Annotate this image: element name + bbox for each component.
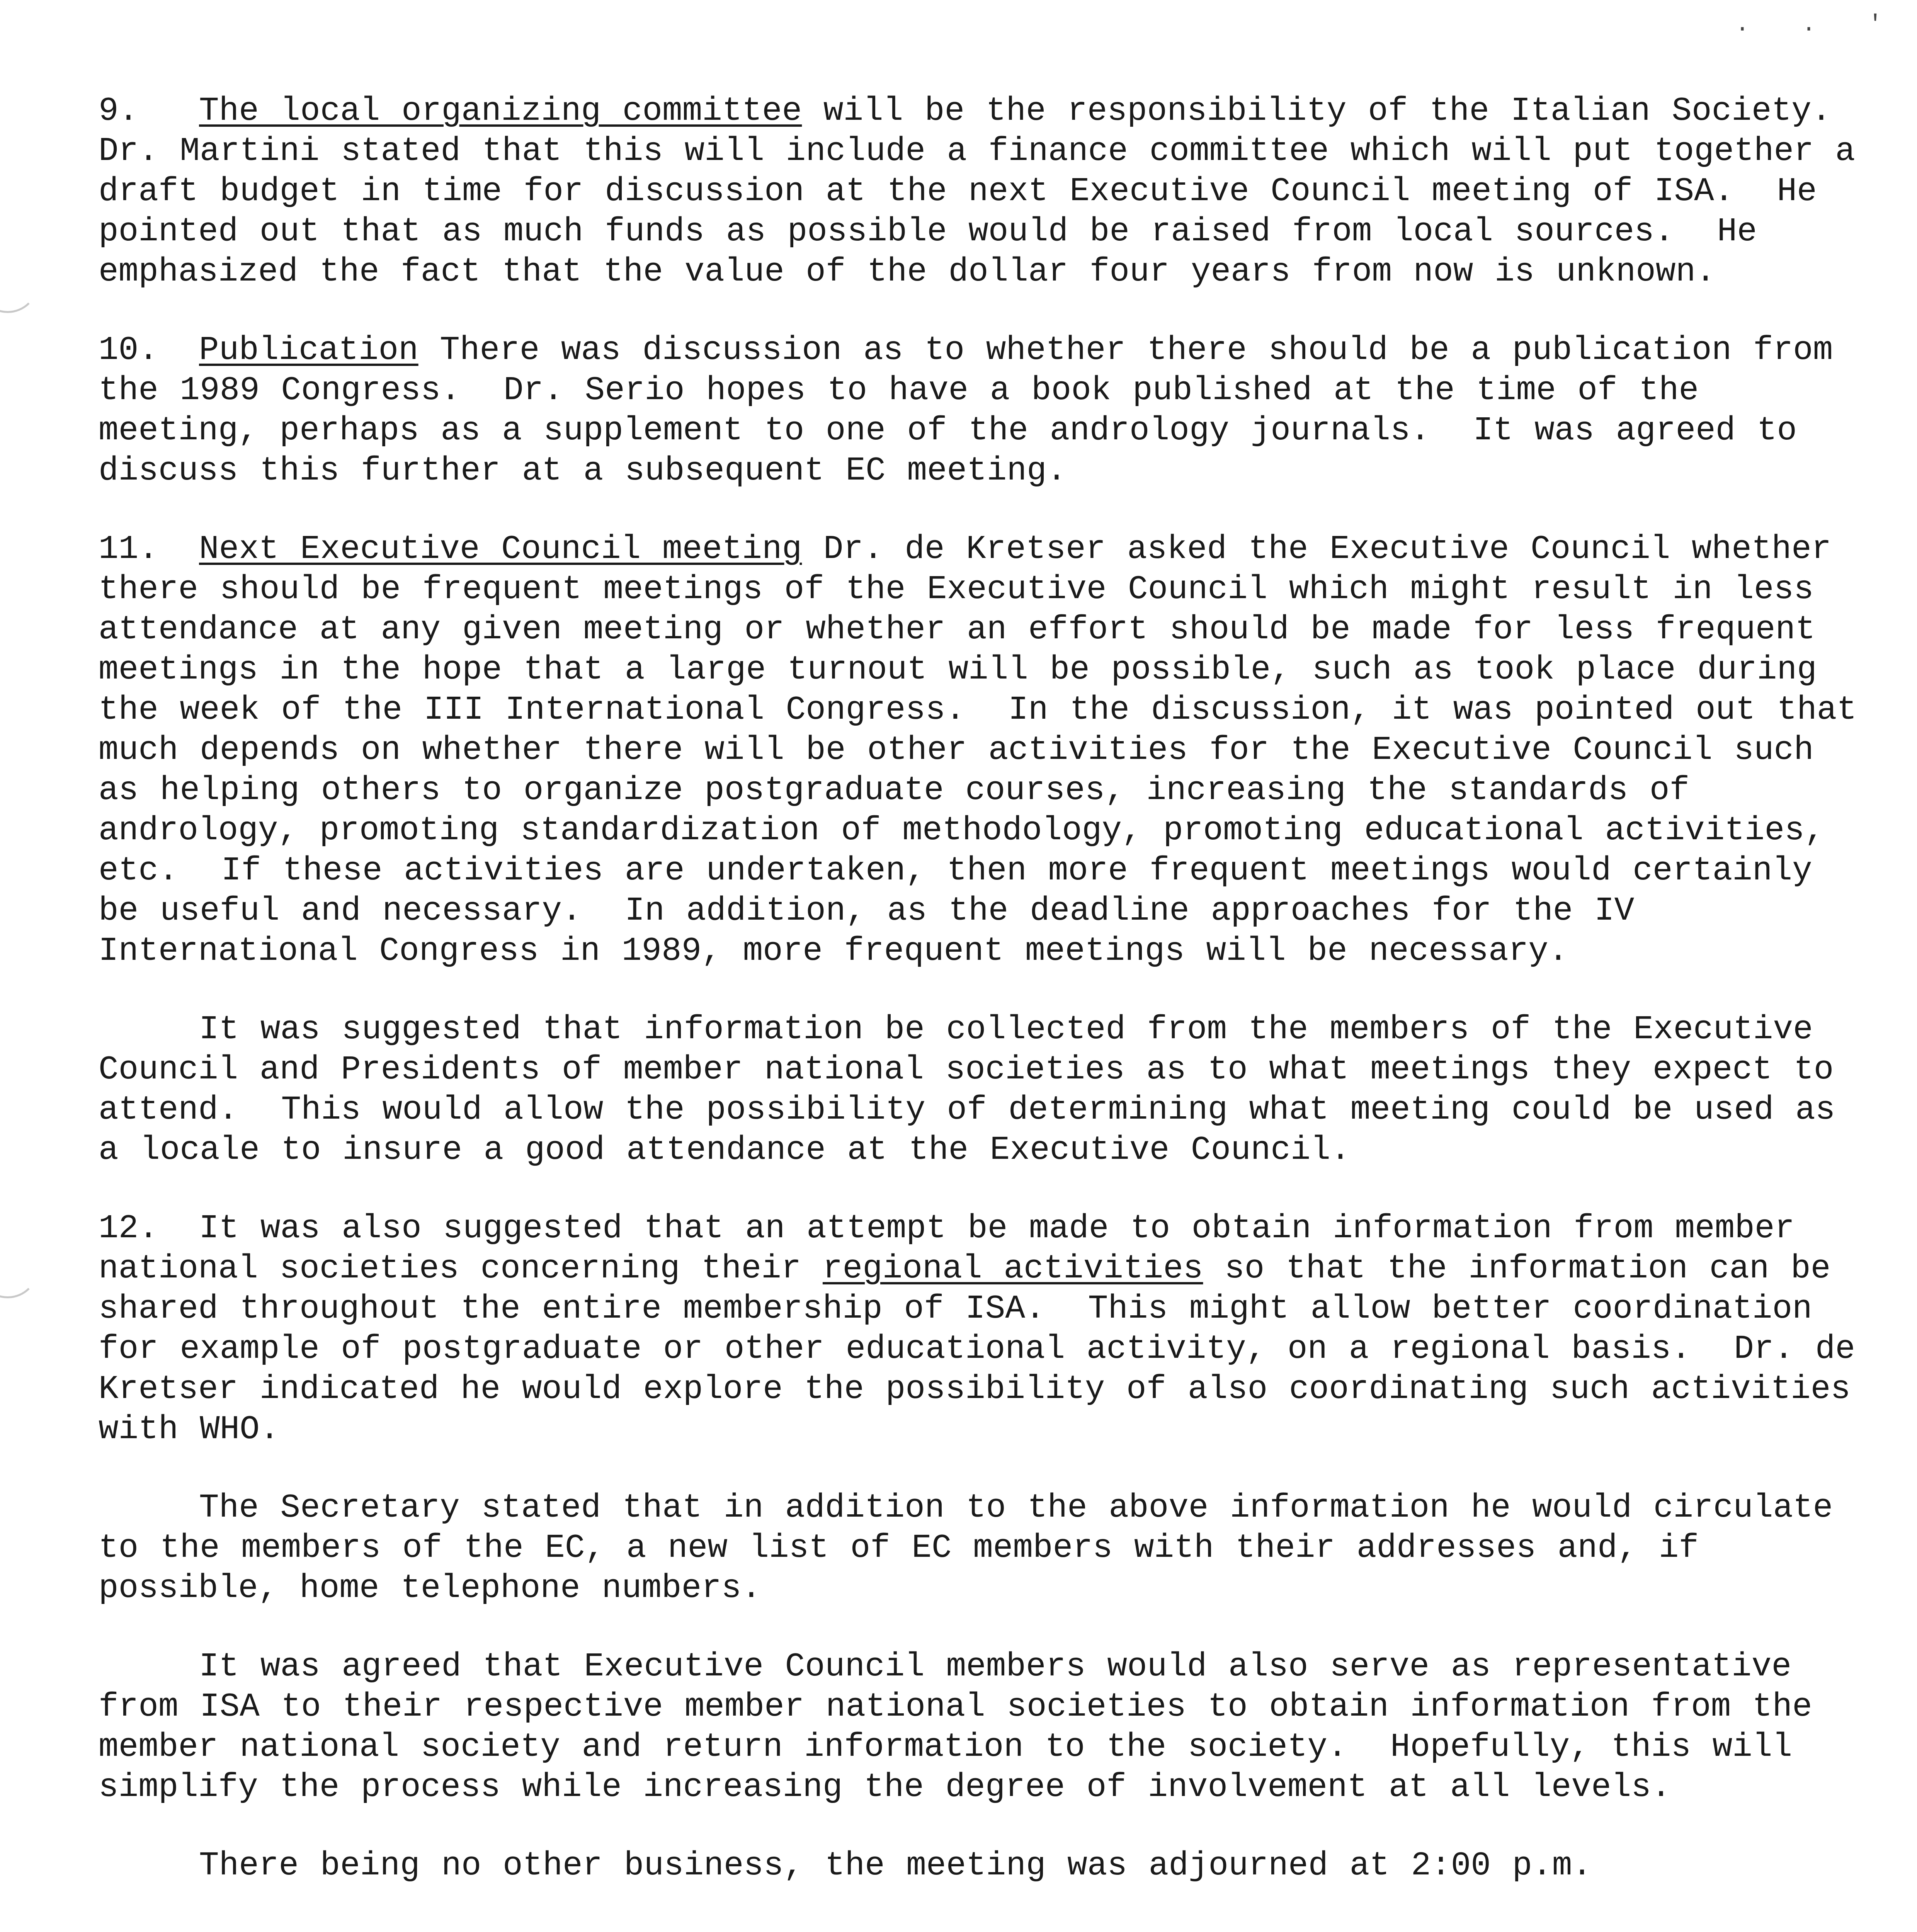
- item-heading: Next Executive Council meeting: [199, 530, 802, 568]
- item-heading: The local organizing committee: [199, 92, 802, 130]
- paragraph-representatives: [99, 1646, 1861, 1807]
- item-12: [99, 1208, 1877, 1449]
- item-number: 10.: [99, 331, 158, 369]
- paragraph-text: The Secretary stated that in addition to the above information he would circulate to the members of the EC, a new list of EC members with their addresses and, if possible, home telephone numbers.: [99, 1489, 1854, 1607]
- paragraph-adjourned: [99, 1845, 1861, 1886]
- paragraph-text: It was suggested that information be collected from the members of the Executive Council and Presidents of member national societies as to what meetings they expect to attend. This would allow the possibility of determining what meeting could be used as a locale to insure a good attendance at the Executive Council.: [99, 1010, 1857, 1169]
- item-text: There was discussion as to whether there should be a publication from the 1989 Congress. Dr. Serio hopes to have a book published at the time of the meeting, perhaps as a supplement to one of the andrology journals. It was agreed to discuss this further at a subsequent EC meeting.: [99, 331, 1854, 490]
- paragraph-secretary: [99, 1488, 1861, 1608]
- paragraph-suggestion: [99, 1009, 1861, 1170]
- item-10: [99, 330, 1861, 491]
- underlined-phrase: regional activities: [822, 1250, 1203, 1287]
- punch-hole-top: [0, 251, 39, 313]
- item-number: 12.: [99, 1209, 158, 1247]
- paragraph-text: It was agreed that Executive Council members would also serve as representative from ISA to their respective member national societies to obtain information from the member national society and return information to the society. Hopefully, this will simplify the process while increasing the degree of involvement at all levels.: [99, 1648, 1834, 1806]
- item-11: [99, 529, 1878, 971]
- signature-block: [816, 1917, 1275, 1932]
- item-heading: Publication: [199, 331, 418, 369]
- item-text: will be the responsibility of the Italian Society. Dr. Martini stated that this will include a finance committee which will put together a draft budget in time for discussion at the next Executive Council meeting of ISA. He pointed out that as much funds as possible would be raised from local sources. He emphasized the fact that the value of the dollar four years from now is unknown.: [99, 92, 1877, 291]
- memo-body: [99, 91, 1878, 1924]
- item-text: Dr. de Kretser asked the Executive Council whether there should be frequent meetings of the Executive Council which might result in less attendance at any given meeting or whether an effort should be made for less frequent meetings in the hope that a large turnout will be possible, such as took place during the week of the III International Congress. In the discussion, it was pointed out that much depends on whether there will be other activities for the Executive Council such as helping others to organize postgraduate courses, increasing the standards of andrology, promoting standardization of methodology, promoting educational activities, etc. If these activities are undertaken, then more frequent meetings would certainly be useful and necessary. In addition, as the deadline approaches for the IV International Congress in 1989, more frequent meetings will be necessary.: [99, 530, 1878, 970]
- item-number: 9.: [99, 92, 139, 130]
- item-9: [99, 91, 1877, 292]
- punch-hole-middle: [0, 1236, 39, 1298]
- item-text: It was also suggested that an attempt be made to obtain information from member national societies concerning their regional activities so that the information can be shared throughout the entire membership of ISA. This might allow better coordination for example of postgraduate or other educational activity, on a regional basis. Dr. de Kretser indicated he would explore the possibility of also coordinating such activities with WHO.: [99, 1209, 1877, 1448]
- item-number: 11.: [99, 530, 158, 568]
- paragraph-text: There being no other business, the meeting was adjourned at 2:00 p.m.: [199, 1847, 1592, 1884]
- scan-specks: . . ': [1735, 12, 1902, 38]
